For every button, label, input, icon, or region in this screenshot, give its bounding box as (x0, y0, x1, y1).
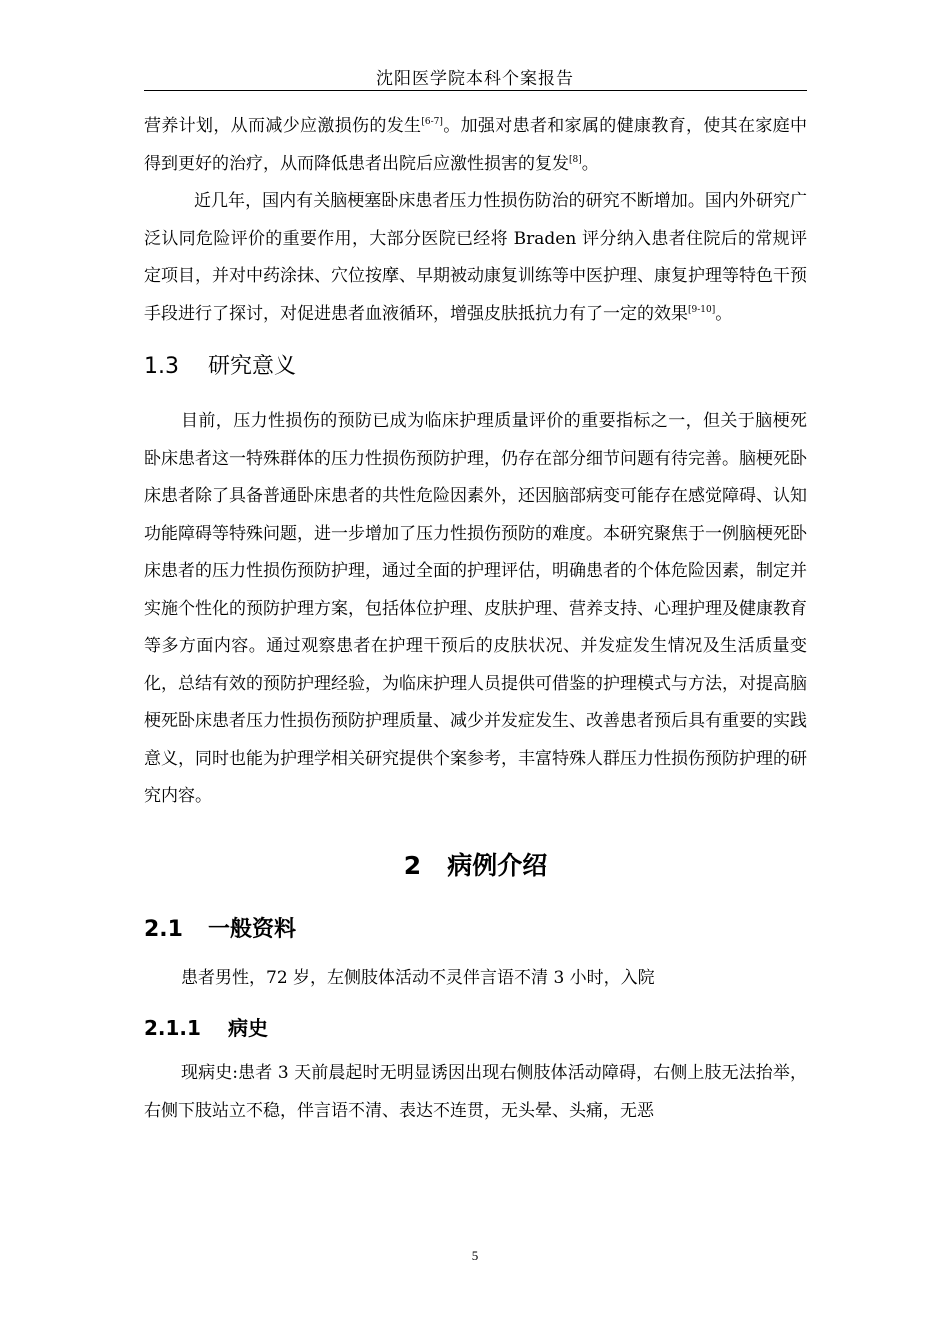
citation-8: [8] (569, 154, 582, 165)
section-number: 1.3 (144, 354, 179, 379)
paragraph-text: 。加强对患者和家属的健康教育，使其在家庭中得到更好的治疗，从而降低患者出院后应激性损害的复发 (144, 116, 808, 174)
paragraph-continued (144, 108, 807, 183)
chapter-number: 2 (403, 850, 422, 880)
paragraph-present-illness: 现病史:患者 3 天前晨起时无明显诱因出现右侧肢体活动障碍，右侧上肢无法抬举，右侧下肢站立不稳，伴言语不清、表达不连贯，无头晕、头痛，无恶 (144, 1063, 807, 1121)
citation-6-7: [6-7] (421, 117, 443, 127)
section-title: 研究意义 (208, 354, 297, 379)
paragraph-recent-research (144, 183, 807, 333)
paragraph-text: 。 (715, 303, 733, 324)
paragraph-general-info: 患者男性，72 岁，左侧肢体活动不灵伴言语不清 3 小时，入院 (181, 967, 655, 988)
paragraph-text: 营养计划，从而减少应激损伤的发生 (144, 116, 422, 136)
page-body (144, 108, 807, 1130)
section-number: 2.1 (144, 916, 183, 942)
running-header-title: 沈阳医学院本科个案报告 (376, 69, 574, 89)
section-heading-1-3 (144, 343, 807, 391)
citation-9-10: [9-10] (688, 304, 716, 315)
subsection-heading-2-1-1 (144, 1005, 807, 1051)
paragraph-research-significance: 目前，压力性损伤的预防已成为临床护理质量评价的重要指标之一，但关于脑梗死卧床患者这一特殊群体的压力性损伤预防护理，仍存在部分细节问题有待完善。脑梗死卧床患者除了具备普通卧床患者的共性危险因素外，还因脑部病变可能存在感觉障碍、认知功能障碍等特殊问题，进一步增加了压力性损伤预防的难度。本研究聚焦于一例脑梗死卧床患者的压力性损伤预防护理，通过全面的护理评估，明确患者的个体危险因素，制定并实施个性化的预防护理方案，包括体位护理、皮肤护理、营养支持、心理护理及健康教育等多方面内容。通过观察患者在护理干预后的皮肤状况、并发症发生情况及生活质量变化，总结有效的预防护理经验，为临床护理人员提供可借鉴的护理模式与方法，对提高脑梗死卧床患者压力性损伤预防护理质量、减少并发症发生、改善患者预后具有重要的实践意义，同时也能为护理学相关研究提供个案参考，丰富特殊人群压力性损伤预防护理的研究内容。 (144, 411, 807, 806)
chapter-heading-2 (144, 830, 807, 902)
page-number: 5 (471, 1248, 479, 1263)
paragraph-text: 近几年，国内有关脑梗塞卧床患者压力性损伤防治的研究不断增加。国内外研究广泛认同危险评价的重要作用，大部分医院已经将 Braden 评分纳入患者住院后的常规评定项目，并对中药涂抹、穴位按摩、早期被动康复训练等中医护理、康复护理等特色干预手段进行了探讨，对促进患者血液循环，增强皮肤抵抗力有了一定的效果 (144, 191, 807, 324)
header-rule (144, 90, 807, 91)
subsection-title: 病史 (228, 1016, 268, 1040)
section-title: 一般资料 (208, 916, 297, 942)
paragraph-text: 。 (581, 153, 599, 174)
section-heading-2-1 (144, 906, 807, 954)
chapter-title: 病例介绍 (447, 850, 548, 880)
subsection-number: 2.1.1 (144, 1016, 201, 1040)
